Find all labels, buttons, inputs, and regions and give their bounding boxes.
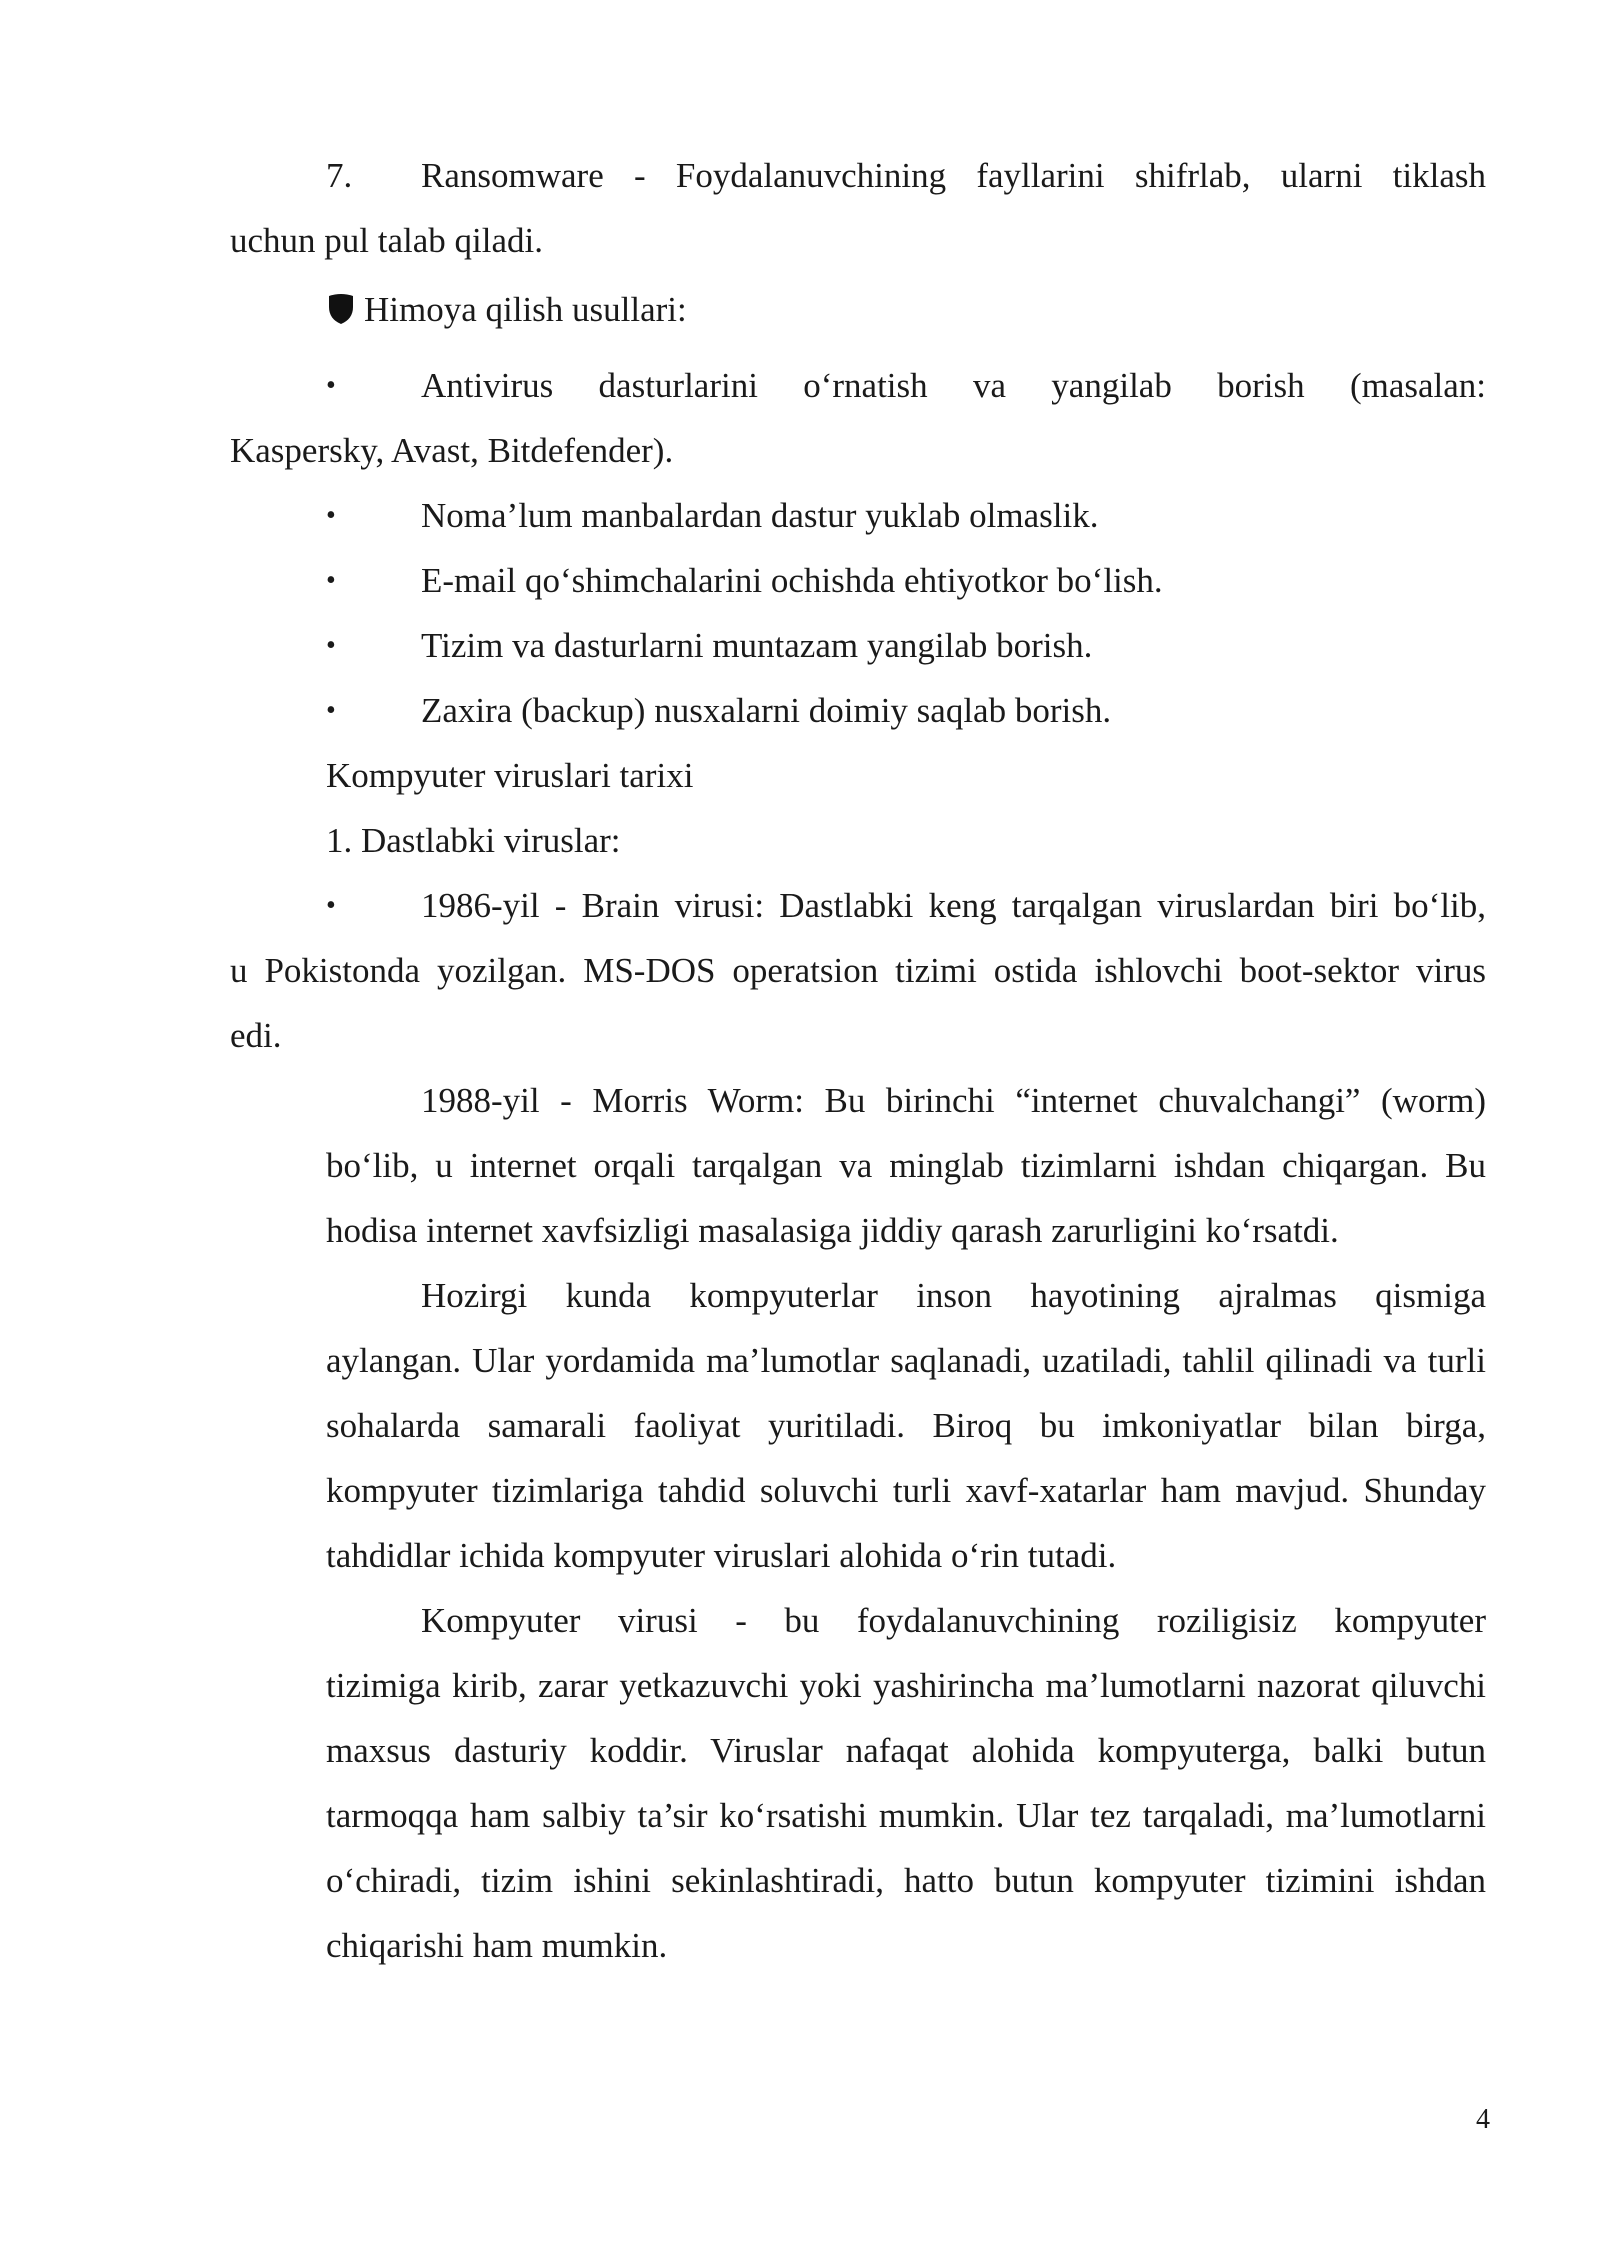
shield-icon (326, 293, 356, 325)
paragraph-1-first-line: Hozirgi kunda kompyuterlar inson hayotining ajralmas qismiga (421, 1276, 1486, 1315)
item7-number: 7. (326, 156, 353, 195)
bullet-icon: • (326, 890, 336, 921)
paragraph-1-body: aylangan. Ular yordamida ma’lumotlar saqlanadi, uzatiladi, tahlil qilinadi va turli sohalarda samarali faoliyat yuritiladi. Biroq bu imkoniyatlar bilan birga, kompyuter tizimlariga tahdid soluvchi turli xavf-xatarlar ham mavjud. Shunday tahdidlar ichida kompyuter viruslari alohida o‘rin tutadi. (326, 1341, 1486, 1575)
protection-item-2: Noma’lum manbalardan dastur yuklab olmaslik. (421, 496, 1099, 535)
protection-heading-row (326, 277, 687, 342)
protection-heading: Himoya qilish usullari: (364, 290, 687, 329)
protection-item-1-line2: Kaspersky, Avast, Bitdefender). (230, 431, 674, 470)
protection-item-1-line1: Antivirus dasturlarini o‘rnatish va yangilab borish (masalan: (421, 366, 1486, 405)
paragraph-2-first-line: Kompyuter virusi - bu foydalanuvchining roziligisiz kompyuter (421, 1601, 1486, 1640)
morris-line1: 1988-yil - Morris Worm: Bu birinchi “internet chuvalchangi” (worm) (421, 1081, 1486, 1120)
page-number: 4 (1476, 2104, 1490, 2135)
paragraph-2-body: tizimiga kirib, zarar yetkazuvchi yoki yashirincha ma’lumotlarni nazorat qiluvchi maxsus dasturiy koddir. Viruslar nafaqat alohida kompyuterga, balki butun tarmoqqa ham salbiy ta’sir ko‘rsatishi mumkin. Ular tez tarqaladi, ma’lumotlarni o‘chiradi, tizim ishini sekinlashtiradi, hatto butun kompyuter tizimini ishdan chiqarishi ham mumkin. (326, 1666, 1486, 1965)
bullet-icon: • (326, 630, 336, 661)
history-subtitle: 1. Dastlabki viruslar: (326, 821, 621, 860)
protection-item-4: Tizim va dasturlarni muntazam yangilab borish. (421, 626, 1093, 665)
brain-line1: 1986-yil - Brain virusi: Dastlabki keng tarqalgan viruslardan biri bo‘lib, (421, 886, 1486, 925)
history-title: Kompyuter viruslari tarixi (326, 756, 694, 795)
morris-rest: bo‘lib, u internet orqali tarqalgan va minglab tizimlarni ishdan chiqargan. Bu hodisa internet xavfsizligi masalasiga jiddiy qarash zarurligini ko‘rsatdi. (326, 1146, 1486, 1250)
brain-line2: u Pokistonda yozilgan. MS-DOS operatsion tizimi ostida ishlovchi boot-sektor virus (230, 951, 1486, 990)
bullet-icon: • (326, 370, 336, 401)
protection-item-3: E-mail qo‘shimchalarini ochishda ehtiyotkor bo‘lish. (421, 561, 1163, 600)
bullet-icon: • (326, 695, 336, 726)
bullet-icon: • (326, 565, 336, 596)
bullet-icon: • (326, 500, 336, 531)
protection-item-5: Zaxira (backup) nusxalarni doimiy saqlab borish. (421, 691, 1112, 730)
brain-line3: edi. (230, 1016, 282, 1055)
item7-line2: uchun pul talab qiladi. (230, 221, 543, 260)
item7-line1: Ransomware - Foydalanuvchining fayllarini shifrlab, ularni tiklash (421, 156, 1486, 195)
